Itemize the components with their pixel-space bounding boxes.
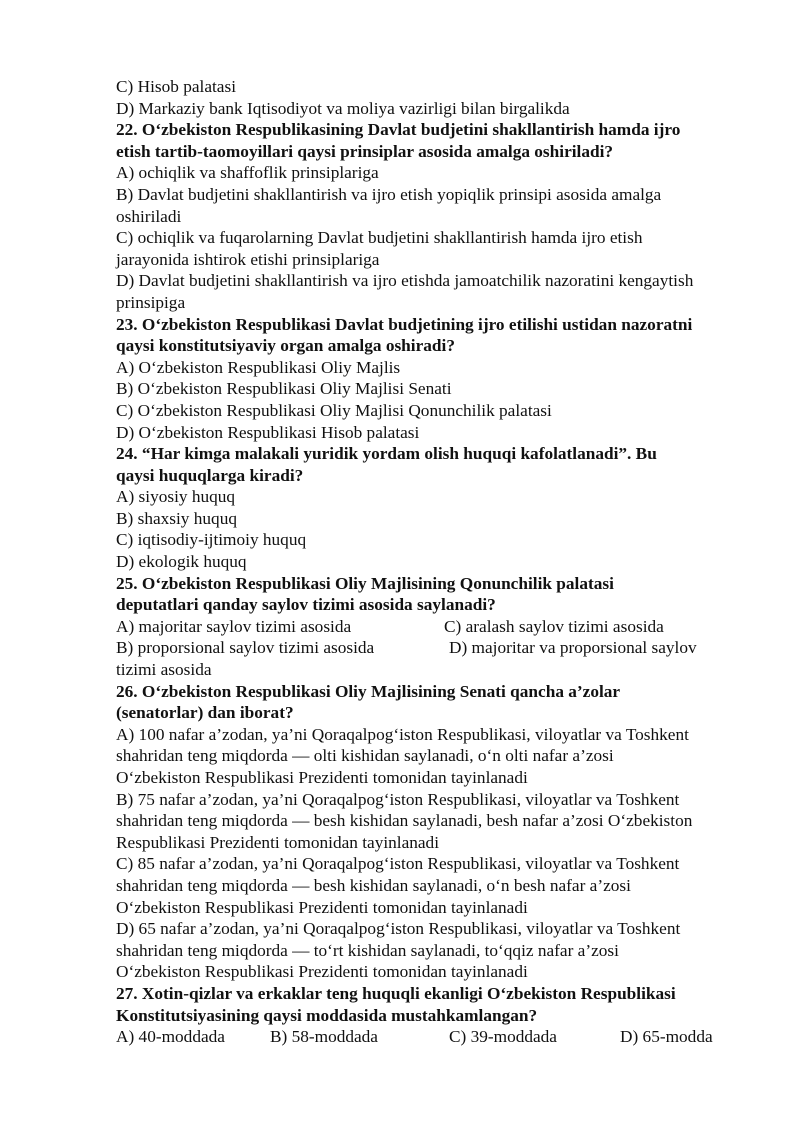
answer-option-line: A) siyosiy huquq xyxy=(116,487,236,507)
answer-option-line: tizimi asosida xyxy=(116,660,212,680)
question-text-line: qaysi huquqlarga kiradi? xyxy=(116,465,304,485)
answer-option-line: shahridan teng miqdorda — besh kishidan saylanadi, besh nafar a’zosi O‘zbekiston xyxy=(116,811,693,831)
question-text-line: 23. O‘zbekiston Respublikasi Davlat budjetining ijro etilishi ustidan nazoratni xyxy=(116,314,693,334)
document-page xyxy=(116,76,748,1048)
answer-option-line: C) 85 nafar a’zodan, ya’ni Qoraqalpog‘iston Respublikasi, viloyatlar va Toshkent xyxy=(116,854,680,874)
answer-option-line: shahridan teng miqdorda — olti kishidan saylanadi, o‘n olti nafar a’zosi xyxy=(116,746,614,766)
question-text-line: 25. O‘zbekiston Respublikasi Oliy Majlisining Qonunchilik palatasi xyxy=(116,573,614,593)
text-block-q21-q25 xyxy=(116,76,748,616)
answer-option-line: oshiriladi xyxy=(116,206,182,226)
question-text-line: etish tartib-taomoyillari qaysi prinsiplar asosida amalga oshiriladi? xyxy=(116,141,614,161)
q27-option-a: A) 40-moddada xyxy=(116,1027,225,1047)
q25-option-d: D) majoritar va proporsional saylov xyxy=(449,638,697,658)
text-block-q25-q27 xyxy=(116,659,748,1026)
question-text-line: 27. Xotin-qizlar va erkaklar teng huquqli ekanligi O‘zbekiston Respublikasi xyxy=(116,983,676,1003)
answer-option-line: Respublikasi Prezidenti tomonidan tayinlanadi xyxy=(116,832,440,852)
answer-option-line: A) 100 nafar a’zodan, ya’ni Qoraqalpog‘iston Respublikasi, viloyatlar va Toshkent xyxy=(116,724,689,744)
q25-option-c: C) aralash saylov tizimi asosida xyxy=(444,616,664,636)
answer-option-line: O‘zbekiston Respublikasi Prezidenti tomonidan tayinlanadi xyxy=(116,897,528,917)
answer-option-line: D) ekologik huquq xyxy=(116,552,247,572)
answer-option-line: B) Davlat budjetini shakllantirish va ijro etish yopiqlik prinsipi asosida amalga xyxy=(116,184,662,204)
question-text-line: qaysi konstitutsiyaviy organ amalga oshiradi? xyxy=(116,336,455,356)
answer-option-line: B) shaxsiy huquq xyxy=(116,508,237,528)
answer-option-line: shahridan teng miqdorda — besh kishidan saylanadi, o‘n besh nafar a’zosi xyxy=(116,875,631,895)
question-text-line: deputatlari qanday saylov tizimi asosida saylanadi? xyxy=(116,595,496,615)
answer-option-line: prinsipiga xyxy=(116,292,186,312)
answer-option-line: D) Davlat budjetini shakllantirish va ijro etishda jamoatchilik nazoratini kengaytish xyxy=(116,271,694,291)
question-text-line: 24. “Har kimga malakali yuridik yordam olish huquqi kafolatlanadi”. Bu xyxy=(116,444,657,464)
answer-option-line: B) O‘zbekiston Respublikasi Oliy Majlisi Senati xyxy=(116,379,452,399)
answer-option-line: D) O‘zbekiston Respublikasi Hisob palatasi xyxy=(116,422,420,442)
question-text-line: 26. O‘zbekiston Respublikasi Oliy Majlisining Senati qancha a’zolar xyxy=(116,681,621,701)
answer-option-line: C) Hisob palatasi xyxy=(116,77,236,96)
q27-option-b: B) 58-moddada xyxy=(270,1027,378,1047)
q27-option-d: D) 65-modda xyxy=(620,1027,713,1047)
answer-option-line: B) 75 nafar a’zodan, ya’ni Qoraqalpog‘iston Respublikasi, viloyatlar va Toshkent xyxy=(116,789,680,809)
q27-option-c: C) 39-moddada xyxy=(449,1027,557,1047)
answer-option-line: C) ochiqlik va fuqarolarning Davlat budjetini shakllantirish hamda ijro etish xyxy=(116,228,643,248)
answer-option-line: C) O‘zbekiston Respublikasi Oliy Majlisi Qonunchilik palatasi xyxy=(116,400,552,420)
question-text-line: Konstitutsiyasining qaysi moddasida mustahkamlangan? xyxy=(116,1005,538,1025)
q25-options-row-1 xyxy=(116,616,748,638)
q27-options-row xyxy=(116,1026,748,1048)
q25-option-b: B) proporsional saylov tizimi asosida xyxy=(116,638,375,658)
answer-option-line: A) ochiqlik va shaffoflik prinsiplariga xyxy=(116,163,379,183)
answer-option-line: D) Markaziy bank Iqtisodiyot va moliya vazirligi bilan birgalikda xyxy=(116,98,570,118)
answer-option-line: D) 65 nafar a’zodan, ya’ni Qoraqalpog‘iston Respublikasi, viloyatlar va Toshkent xyxy=(116,919,681,939)
question-text-line: (senatorlar) dan iborat? xyxy=(116,703,294,723)
answer-option-line: jarayonida ishtirok etishi prinsiplariga xyxy=(116,249,380,269)
answer-option-line: shahridan teng miqdorda — to‘rt kishidan saylanadi, to‘qqiz nafar a’zosi xyxy=(116,940,619,960)
q25-option-a: A) majoritar saylov tizimi asosida xyxy=(116,616,352,636)
answer-option-line: A) O‘zbekiston Respublikasi Oliy Majlis xyxy=(116,357,401,377)
question-text-line: 22. O‘zbekiston Respublikasining Davlat budjetini shakllantirish hamda ijro xyxy=(116,120,681,140)
answer-option-line: O‘zbekiston Respublikasi Prezidenti tomonidan tayinlanadi xyxy=(116,962,528,982)
answer-option-line: C) iqtisodiy-ijtimoiy huquq xyxy=(116,530,307,550)
answer-option-line: O‘zbekiston Respublikasi Prezidenti tomonidan tayinlanadi xyxy=(116,768,528,787)
q25-options-row-2 xyxy=(116,637,748,659)
